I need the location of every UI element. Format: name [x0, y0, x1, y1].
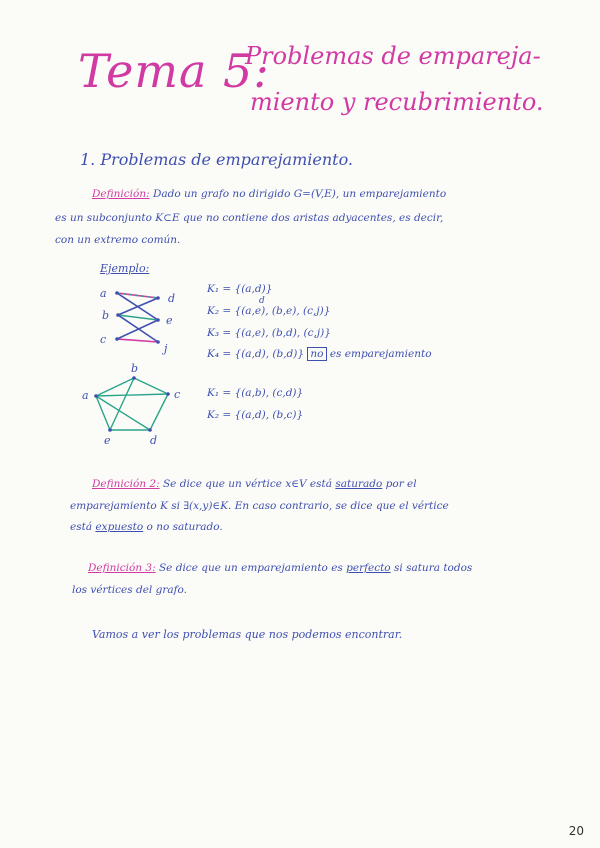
label-j: j: [164, 342, 168, 355]
label2-c: c: [174, 388, 181, 401]
node-c: [115, 337, 119, 341]
subtitle-line-1: Problemas de empareja-: [245, 42, 541, 70]
def2-saturado: saturado: [335, 478, 383, 490]
node2-b: [132, 376, 136, 380]
node2-d: [148, 428, 152, 432]
tema-title: Tema 5:: [78, 44, 270, 98]
edge-c-j: [117, 339, 158, 342]
label2-d: d: [150, 434, 158, 447]
def3-line-1: [88, 562, 472, 574]
page-number: 20: [568, 824, 584, 838]
matching-k3: K₃ = {(a,e), (b,d), (c,j)}: [207, 327, 331, 339]
edge2-c-d: [150, 394, 168, 430]
def2-expuesto: expuesto: [95, 521, 144, 533]
def3-line-2: los vértices del grafo.: [72, 584, 187, 596]
node2-c: [166, 392, 170, 396]
edge2-a-c: [96, 394, 168, 396]
subtitle-line-2: miento y recubrimiento.: [250, 88, 544, 116]
def2-text-1a: Se dice que un vértice x∈V está: [162, 478, 333, 490]
matching-k2-note: d: [259, 296, 265, 306]
def3-label: Definición 3:: [88, 562, 156, 574]
edge2-b-e: [110, 378, 134, 430]
node-a: [115, 291, 119, 295]
def2-text-1c: por el: [385, 478, 417, 490]
label-c: c: [100, 333, 107, 346]
matching-k4-end: es emparejamiento: [329, 348, 432, 360]
graph-2-labels: [82, 362, 180, 447]
edge2-a-b: [96, 378, 134, 396]
graph-1-labels: [100, 287, 175, 355]
matching-k1: K₁ = {(a,d)}: [207, 283, 273, 295]
def1-line-2: es un subconjunto K⊂E que no contiene dos aristas adyacentes, es decir,: [55, 212, 444, 224]
edge-c-e: [117, 320, 158, 339]
node2-e: [108, 428, 112, 432]
graph-2-edges: [96, 378, 168, 430]
node-d: [156, 296, 160, 300]
def2-line-3: [70, 521, 223, 533]
label2-e: e: [104, 434, 111, 447]
label2-a: a: [82, 389, 89, 402]
matching-k4-boxed: no: [307, 347, 326, 361]
def1-line-3: con un extremo común.: [55, 234, 181, 246]
matching-k2: K₂ = {(a,e), (b,e), (c,j)}: [207, 305, 331, 317]
def2-text-3c: o no saturado.: [146, 521, 223, 533]
label-a: a: [100, 287, 107, 300]
edge-b-d: [118, 298, 158, 315]
label2-b: b: [131, 362, 139, 375]
def2-text-3a: está: [70, 521, 93, 533]
def2-label: Definición 2:: [92, 478, 160, 490]
label-e: e: [166, 314, 173, 327]
matching-k4-set: K₄ = {(a,d), (b,d)}: [207, 348, 305, 360]
example-label: Ejemplo:: [100, 262, 150, 275]
def3-text-1a: Se dice que un emparejamiento es: [158, 562, 343, 574]
def3-perfecto: perfecto: [346, 562, 391, 574]
graph-2-nodes: [94, 376, 170, 432]
label-b: b: [102, 309, 110, 322]
edge2-b-c: [134, 378, 168, 394]
closing-sentence: Vamos a ver los problemas que nos podemos encontrar.: [92, 628, 403, 641]
node2-a: [94, 394, 98, 398]
def1-label: Definición:: [92, 188, 150, 200]
node-e: [156, 318, 160, 322]
def2-line-1: [92, 478, 417, 490]
section-title: 1. Problemas de emparejamiento.: [80, 150, 353, 169]
node-j: [156, 340, 160, 344]
graph-1-edges: [117, 293, 158, 342]
def3-text-1c: si satura todos: [393, 562, 473, 574]
def2-line-2: emparejamiento K si ∃(x,y)∈K. En caso contrario, se dice que el vértice: [70, 500, 449, 512]
def1-text-1: Dado un grafo no dirigido G=(V,E), un emparejamiento: [152, 188, 447, 200]
matching-k4: [207, 348, 432, 360]
node-b: [116, 313, 120, 317]
matching2-k2: K₂ = {(a,d), (b,c)}: [207, 409, 304, 421]
matching2-k1: K₁ = {(a,b), (c,d)}: [207, 387, 304, 399]
label-d: d: [168, 292, 176, 305]
